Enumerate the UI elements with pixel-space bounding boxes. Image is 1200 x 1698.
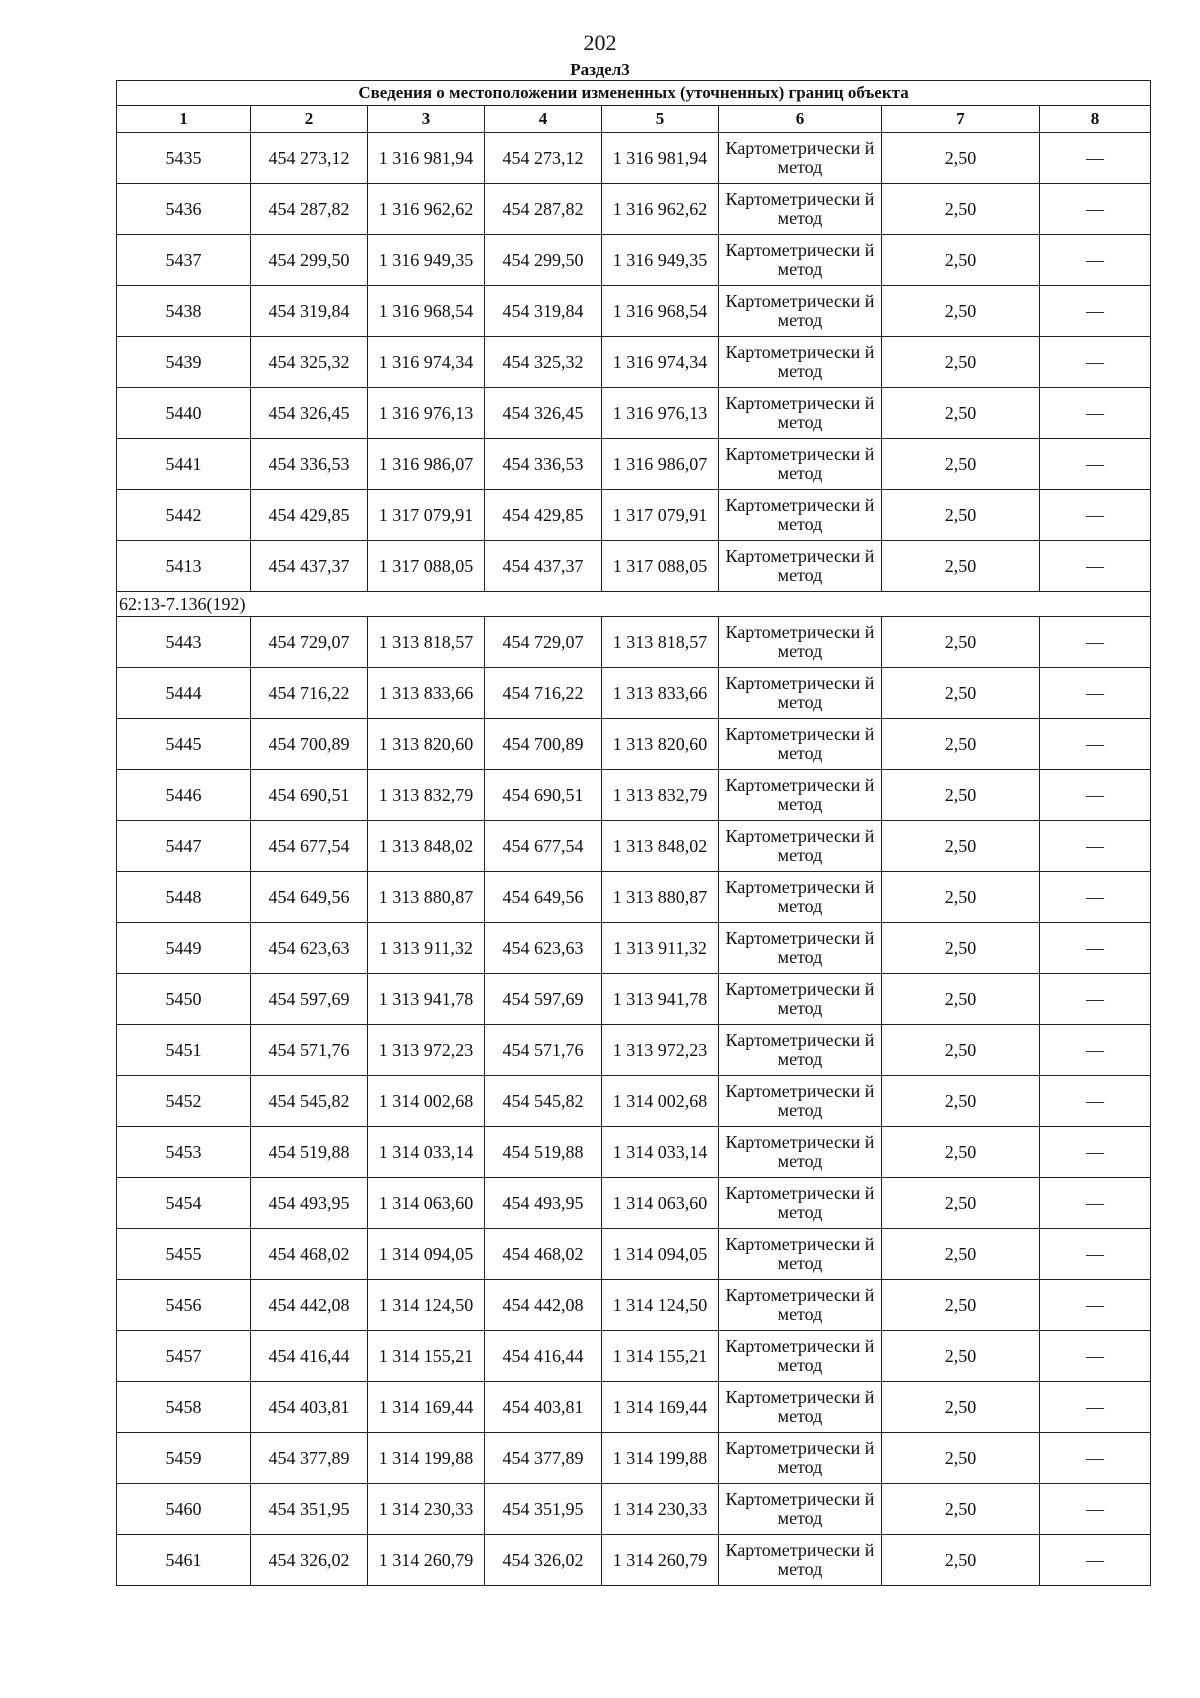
y-existing-cell: 1 314 033,14: [368, 1127, 485, 1178]
x-existing-cell: 454 287,82: [251, 184, 368, 235]
x-new-cell: 454 519,88: [485, 1127, 602, 1178]
column-number-2: 2: [251, 106, 368, 133]
x-existing-cell: 454 493,95: [251, 1178, 368, 1229]
y-new-cell: 1 314 199,88: [602, 1433, 719, 1484]
point-number-cell: 5454: [117, 1178, 251, 1229]
x-existing-cell: 454 649,56: [251, 872, 368, 923]
x-existing-cell: 454 545,82: [251, 1076, 368, 1127]
x-new-cell: 454 377,89: [485, 1433, 602, 1484]
y-new-cell: 1 313 972,23: [602, 1025, 719, 1076]
method-cell: Картометрически й метод: [719, 439, 882, 490]
table-row: [117, 821, 1151, 872]
y-new-cell: 1 313 880,87: [602, 872, 719, 923]
point-number-cell: 5456: [117, 1280, 251, 1331]
boundary-table: [116, 80, 1151, 1586]
column-number-3: 3: [368, 106, 485, 133]
table-body: [117, 81, 1151, 1586]
description-cell: —: [1040, 923, 1151, 974]
precision-cell: 2,50: [882, 1076, 1040, 1127]
point-number-cell: 5435: [117, 133, 251, 184]
y-new-cell: 1 316 974,34: [602, 337, 719, 388]
y-new-cell: 1 314 124,50: [602, 1280, 719, 1331]
method-cell: Картометрически й метод: [719, 923, 882, 974]
description-cell: —: [1040, 439, 1151, 490]
precision-cell: 2,50: [882, 1433, 1040, 1484]
y-existing-cell: 1 317 079,91: [368, 490, 485, 541]
y-new-cell: 1 314 155,21: [602, 1331, 719, 1382]
x-existing-cell: 454 416,44: [251, 1331, 368, 1382]
y-new-cell: 1 314 063,60: [602, 1178, 719, 1229]
y-existing-cell: 1 313 848,02: [368, 821, 485, 872]
point-number-cell: 5439: [117, 337, 251, 388]
method-cell: Картометрически й метод: [719, 1280, 882, 1331]
precision-cell: 2,50: [882, 541, 1040, 592]
method-cell: Картометрически й метод: [719, 770, 882, 821]
table-row: [117, 1280, 1151, 1331]
page-number: 202: [583, 30, 617, 55]
y-existing-cell: 1 313 941,78: [368, 974, 485, 1025]
method-cell: Картометрически й метод: [719, 490, 882, 541]
precision-cell: 2,50: [882, 1484, 1040, 1535]
method-cell: Картометрически й метод: [719, 668, 882, 719]
precision-cell: 2,50: [882, 872, 1040, 923]
method-cell: Картометрически й метод: [719, 1025, 882, 1076]
y-existing-cell: 1 313 818,57: [368, 617, 485, 668]
description-cell: —: [1040, 1433, 1151, 1484]
y-new-cell: 1 313 941,78: [602, 974, 719, 1025]
method-cell: Картометрически й метод: [719, 1178, 882, 1229]
x-existing-cell: 454 597,69: [251, 974, 368, 1025]
precision-cell: 2,50: [882, 1025, 1040, 1076]
y-existing-cell: 1 314 155,21: [368, 1331, 485, 1382]
table-row: [117, 1331, 1151, 1382]
precision-cell: 2,50: [882, 1331, 1040, 1382]
y-existing-cell: 1 316 981,94: [368, 133, 485, 184]
point-number-cell: 5451: [117, 1025, 251, 1076]
table-row: [117, 235, 1151, 286]
description-cell: —: [1040, 1280, 1151, 1331]
y-existing-cell: 1 316 962,62: [368, 184, 485, 235]
y-new-cell: 1 316 981,94: [602, 133, 719, 184]
table-row: [117, 617, 1151, 668]
y-existing-cell: 1 314 094,05: [368, 1229, 485, 1280]
method-cell: Картометрически й метод: [719, 1433, 882, 1484]
method-cell: Картометрически й метод: [719, 1535, 882, 1586]
x-new-cell: 454 571,76: [485, 1025, 602, 1076]
y-existing-cell: 1 314 063,60: [368, 1178, 485, 1229]
x-new-cell: 454 649,56: [485, 872, 602, 923]
method-cell: Картометрически й метод: [719, 184, 882, 235]
x-existing-cell: 454 442,08: [251, 1280, 368, 1331]
x-existing-cell: 454 729,07: [251, 617, 368, 668]
table-caption-row: [117, 81, 1151, 106]
table-row: [117, 388, 1151, 439]
x-existing-cell: 454 437,37: [251, 541, 368, 592]
y-existing-cell: 1 314 124,50: [368, 1280, 485, 1331]
precision-cell: 2,50: [882, 923, 1040, 974]
y-new-cell: 1 316 976,13: [602, 388, 719, 439]
precision-cell: 2,50: [882, 1535, 1040, 1586]
point-number-cell: 5446: [117, 770, 251, 821]
description-cell: —: [1040, 388, 1151, 439]
table-row: [117, 668, 1151, 719]
point-number-cell: 5438: [117, 286, 251, 337]
table-row: [117, 133, 1151, 184]
table-row: [117, 1076, 1151, 1127]
method-cell: Картометрически й метод: [719, 286, 882, 337]
point-number-cell: 5447: [117, 821, 251, 872]
x-new-cell: 454 319,84: [485, 286, 602, 337]
method-cell: Картометрически й метод: [719, 388, 882, 439]
description-cell: —: [1040, 133, 1151, 184]
point-number-cell: 5448: [117, 872, 251, 923]
x-new-cell: 454 351,95: [485, 1484, 602, 1535]
x-new-cell: 454 493,95: [485, 1178, 602, 1229]
method-cell: Картометрически й метод: [719, 719, 882, 770]
method-cell: Картометрически й метод: [719, 821, 882, 872]
y-new-cell: 1 316 968,54: [602, 286, 719, 337]
group-label: 62:13-7.136(192): [117, 592, 1151, 617]
method-cell: Картометрически й метод: [719, 1484, 882, 1535]
point-number-cell: 5449: [117, 923, 251, 974]
x-existing-cell: 454 326,45: [251, 388, 368, 439]
x-new-cell: 454 690,51: [485, 770, 602, 821]
precision-cell: 2,50: [882, 821, 1040, 872]
section-title: Раздел3: [570, 60, 630, 79]
description-cell: —: [1040, 617, 1151, 668]
table-row: [117, 1178, 1151, 1229]
y-existing-cell: 1 316 976,13: [368, 388, 485, 439]
precision-cell: 2,50: [882, 668, 1040, 719]
column-number-7: 7: [882, 106, 1040, 133]
table-row: [117, 490, 1151, 541]
y-existing-cell: 1 316 986,07: [368, 439, 485, 490]
description-cell: —: [1040, 235, 1151, 286]
precision-cell: 2,50: [882, 1127, 1040, 1178]
y-new-cell: 1 314 094,05: [602, 1229, 719, 1280]
y-new-cell: 1 314 169,44: [602, 1382, 719, 1433]
precision-cell: 2,50: [882, 1280, 1040, 1331]
precision-cell: 2,50: [882, 490, 1040, 541]
point-number-cell: 5452: [117, 1076, 251, 1127]
x-existing-cell: 454 273,12: [251, 133, 368, 184]
table-row: [117, 1229, 1151, 1280]
table-row: [117, 1382, 1151, 1433]
x-new-cell: 454 442,08: [485, 1280, 602, 1331]
y-new-cell: 1 316 949,35: [602, 235, 719, 286]
column-number-6: 6: [719, 106, 882, 133]
group-row: [117, 592, 1151, 617]
x-new-cell: 454 326,45: [485, 388, 602, 439]
precision-cell: 2,50: [882, 770, 1040, 821]
x-existing-cell: 454 571,76: [251, 1025, 368, 1076]
description-cell: —: [1040, 1484, 1151, 1535]
x-existing-cell: 454 700,89: [251, 719, 368, 770]
column-number-8: 8: [1040, 106, 1151, 133]
y-new-cell: 1 314 033,14: [602, 1127, 719, 1178]
table-row: [117, 872, 1151, 923]
y-existing-cell: 1 314 199,88: [368, 1433, 485, 1484]
method-cell: Картометрически й метод: [719, 235, 882, 286]
description-cell: —: [1040, 286, 1151, 337]
method-cell: Картометрически й метод: [719, 133, 882, 184]
precision-cell: 2,50: [882, 1229, 1040, 1280]
x-existing-cell: 454 623,63: [251, 923, 368, 974]
description-cell: —: [1040, 668, 1151, 719]
precision-cell: 2,50: [882, 439, 1040, 490]
y-new-cell: 1 313 848,02: [602, 821, 719, 872]
y-existing-cell: 1 313 880,87: [368, 872, 485, 923]
point-number-cell: 5455: [117, 1229, 251, 1280]
x-new-cell: 454 545,82: [485, 1076, 602, 1127]
column-numbers-row: [117, 106, 1151, 133]
y-existing-cell: 1 314 260,79: [368, 1535, 485, 1586]
x-existing-cell: 454 468,02: [251, 1229, 368, 1280]
y-existing-cell: 1 316 968,54: [368, 286, 485, 337]
precision-cell: 2,50: [882, 719, 1040, 770]
x-new-cell: 454 597,69: [485, 974, 602, 1025]
y-new-cell: 1 313 832,79: [602, 770, 719, 821]
y-existing-cell: 1 313 833,66: [368, 668, 485, 719]
x-new-cell: 454 287,82: [485, 184, 602, 235]
x-existing-cell: 454 429,85: [251, 490, 368, 541]
description-cell: —: [1040, 1331, 1151, 1382]
precision-cell: 2,50: [882, 286, 1040, 337]
point-number-cell: 5441: [117, 439, 251, 490]
x-existing-cell: 454 690,51: [251, 770, 368, 821]
method-cell: Картометрически й метод: [719, 1382, 882, 1433]
description-cell: —: [1040, 1178, 1151, 1229]
x-existing-cell: 454 326,02: [251, 1535, 368, 1586]
point-number-cell: 5437: [117, 235, 251, 286]
precision-cell: 2,50: [882, 337, 1040, 388]
y-existing-cell: 1 313 832,79: [368, 770, 485, 821]
y-existing-cell: 1 314 169,44: [368, 1382, 485, 1433]
x-existing-cell: 454 403,81: [251, 1382, 368, 1433]
column-number-1: 1: [117, 106, 251, 133]
y-new-cell: 1 313 820,60: [602, 719, 719, 770]
x-existing-cell: 454 319,84: [251, 286, 368, 337]
point-number-cell: 5413: [117, 541, 251, 592]
point-number-cell: 5442: [117, 490, 251, 541]
y-existing-cell: 1 313 972,23: [368, 1025, 485, 1076]
point-number-cell: 5458: [117, 1382, 251, 1433]
precision-cell: 2,50: [882, 974, 1040, 1025]
x-new-cell: 454 700,89: [485, 719, 602, 770]
x-new-cell: 454 326,02: [485, 1535, 602, 1586]
table-row: [117, 1484, 1151, 1535]
method-cell: Картометрически й метод: [719, 974, 882, 1025]
description-cell: —: [1040, 490, 1151, 541]
table-caption: Сведения о местоположении измененных (уточненных) границ объекта: [117, 81, 1151, 106]
y-new-cell: 1 314 002,68: [602, 1076, 719, 1127]
x-new-cell: 454 325,32: [485, 337, 602, 388]
precision-cell: 2,50: [882, 1382, 1040, 1433]
y-existing-cell: 1 314 230,33: [368, 1484, 485, 1535]
x-new-cell: 454 429,85: [485, 490, 602, 541]
point-number-cell: 5459: [117, 1433, 251, 1484]
precision-cell: 2,50: [882, 235, 1040, 286]
y-existing-cell: 1 313 911,32: [368, 923, 485, 974]
point-number-cell: 5461: [117, 1535, 251, 1586]
y-new-cell: 1 314 260,79: [602, 1535, 719, 1586]
x-new-cell: 454 273,12: [485, 133, 602, 184]
table-row: [117, 1535, 1151, 1586]
method-cell: Картометрически й метод: [719, 541, 882, 592]
description-cell: —: [1040, 719, 1151, 770]
description-cell: —: [1040, 974, 1151, 1025]
description-cell: —: [1040, 1076, 1151, 1127]
y-new-cell: 1 313 911,32: [602, 923, 719, 974]
table-row: [117, 439, 1151, 490]
y-existing-cell: 1 316 974,34: [368, 337, 485, 388]
method-cell: Картометрически й метод: [719, 872, 882, 923]
x-new-cell: 454 336,53: [485, 439, 602, 490]
description-cell: —: [1040, 1229, 1151, 1280]
table-row: [117, 541, 1151, 592]
x-new-cell: 454 299,50: [485, 235, 602, 286]
precision-cell: 2,50: [882, 1178, 1040, 1229]
x-new-cell: 454 623,63: [485, 923, 602, 974]
description-cell: —: [1040, 184, 1151, 235]
x-existing-cell: 454 377,89: [251, 1433, 368, 1484]
point-number-cell: 5450: [117, 974, 251, 1025]
table-row: [117, 1025, 1151, 1076]
table-row: [117, 1127, 1151, 1178]
precision-cell: 2,50: [882, 184, 1040, 235]
point-number-cell: 5444: [117, 668, 251, 719]
column-number-5: 5: [602, 106, 719, 133]
point-number-cell: 5460: [117, 1484, 251, 1535]
point-number-cell: 5445: [117, 719, 251, 770]
x-new-cell: 454 468,02: [485, 1229, 602, 1280]
precision-cell: 2,50: [882, 617, 1040, 668]
y-new-cell: 1 314 230,33: [602, 1484, 719, 1535]
y-new-cell: 1 317 088,05: [602, 541, 719, 592]
y-existing-cell: 1 317 088,05: [368, 541, 485, 592]
y-new-cell: 1 316 962,62: [602, 184, 719, 235]
column-number-4: 4: [485, 106, 602, 133]
y-existing-cell: 1 316 949,35: [368, 235, 485, 286]
description-cell: —: [1040, 541, 1151, 592]
y-new-cell: 1 317 079,91: [602, 490, 719, 541]
precision-cell: 2,50: [882, 388, 1040, 439]
table-row: [117, 974, 1151, 1025]
x-new-cell: 454 729,07: [485, 617, 602, 668]
description-cell: —: [1040, 872, 1151, 923]
table-row: [117, 184, 1151, 235]
x-new-cell: 454 677,54: [485, 821, 602, 872]
precision-cell: 2,50: [882, 133, 1040, 184]
method-cell: Картометрически й метод: [719, 1229, 882, 1280]
x-existing-cell: 454 519,88: [251, 1127, 368, 1178]
description-cell: —: [1040, 1535, 1151, 1586]
x-new-cell: 454 437,37: [485, 541, 602, 592]
table-row: [117, 770, 1151, 821]
point-number-cell: 5453: [117, 1127, 251, 1178]
x-existing-cell: 454 325,32: [251, 337, 368, 388]
point-number-cell: 5457: [117, 1331, 251, 1382]
method-cell: Картометрически й метод: [719, 337, 882, 388]
x-existing-cell: 454 716,22: [251, 668, 368, 719]
description-cell: —: [1040, 1025, 1151, 1076]
y-new-cell: 1 316 986,07: [602, 439, 719, 490]
method-cell: Картометрически й метод: [719, 1331, 882, 1382]
description-cell: —: [1040, 1127, 1151, 1178]
table-row: [117, 337, 1151, 388]
x-new-cell: 454 716,22: [485, 668, 602, 719]
x-new-cell: 454 416,44: [485, 1331, 602, 1382]
method-cell: Картометрически й метод: [719, 1076, 882, 1127]
description-cell: —: [1040, 337, 1151, 388]
table-row: [117, 719, 1151, 770]
description-cell: —: [1040, 821, 1151, 872]
x-existing-cell: 454 677,54: [251, 821, 368, 872]
x-new-cell: 454 403,81: [485, 1382, 602, 1433]
point-number-cell: 5436: [117, 184, 251, 235]
method-cell: Картометрически й метод: [719, 1127, 882, 1178]
x-existing-cell: 454 299,50: [251, 235, 368, 286]
point-number-cell: 5443: [117, 617, 251, 668]
y-existing-cell: 1 314 002,68: [368, 1076, 485, 1127]
method-cell: Картометрически й метод: [719, 617, 882, 668]
y-new-cell: 1 313 833,66: [602, 668, 719, 719]
point-number-cell: 5440: [117, 388, 251, 439]
x-existing-cell: 454 351,95: [251, 1484, 368, 1535]
table-row: [117, 1433, 1151, 1484]
y-existing-cell: 1 313 820,60: [368, 719, 485, 770]
description-cell: —: [1040, 1382, 1151, 1433]
x-existing-cell: 454 336,53: [251, 439, 368, 490]
table-row: [117, 923, 1151, 974]
table-row: [117, 286, 1151, 337]
description-cell: —: [1040, 770, 1151, 821]
y-new-cell: 1 313 818,57: [602, 617, 719, 668]
